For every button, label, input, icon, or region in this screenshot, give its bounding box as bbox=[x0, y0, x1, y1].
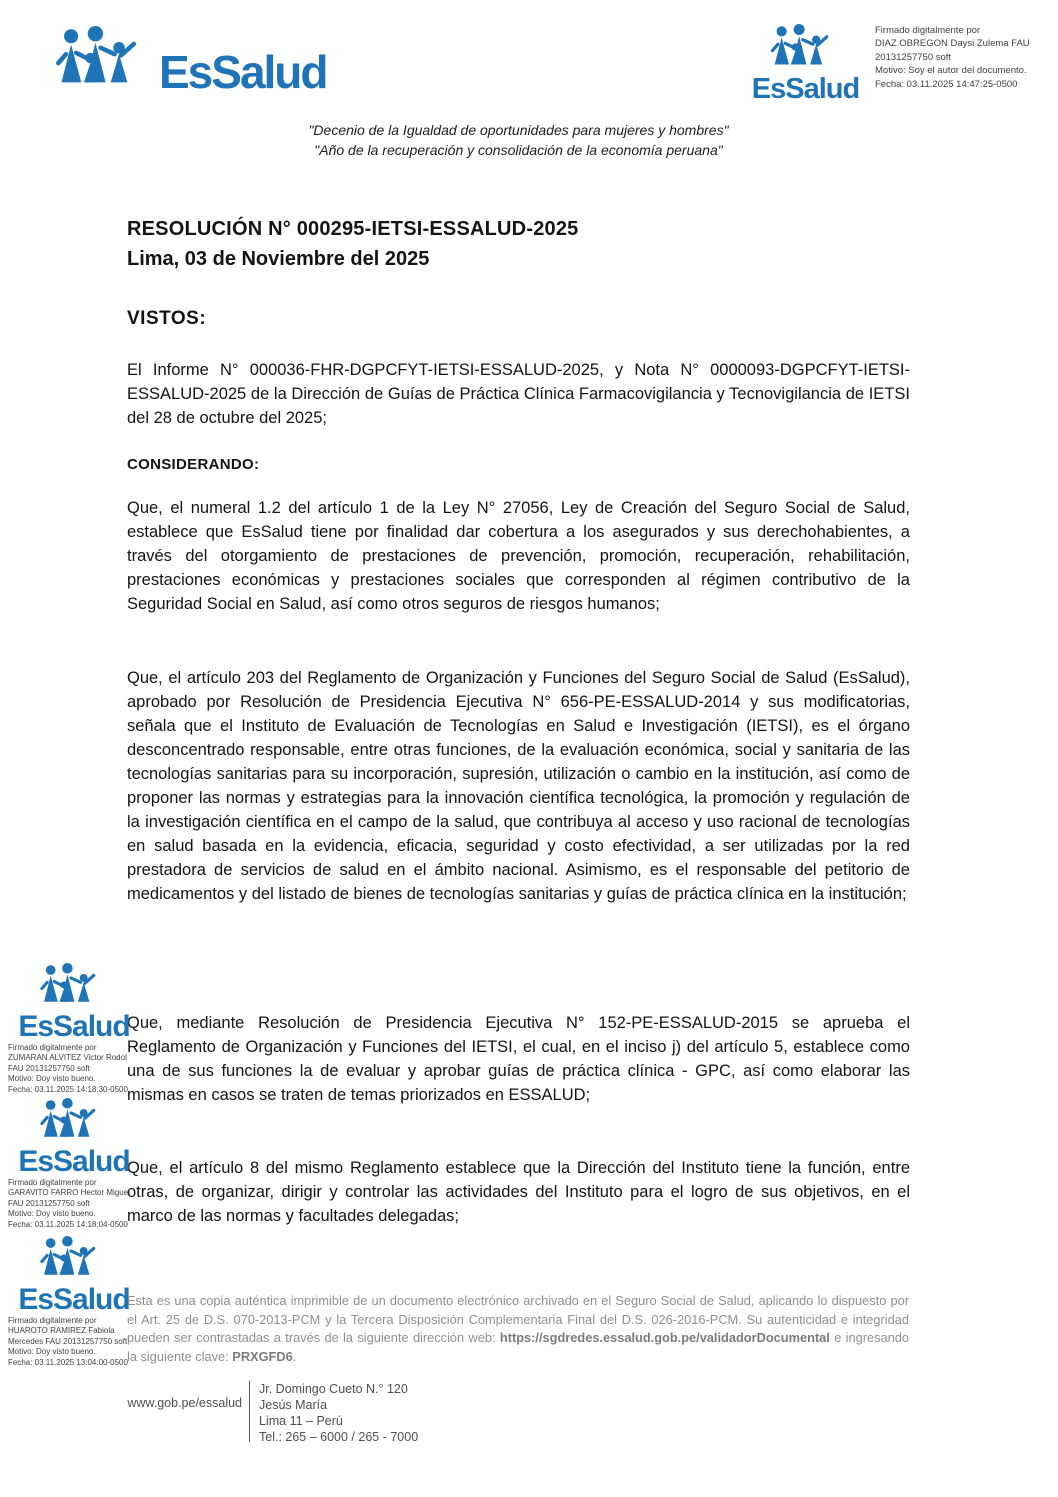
validation-key: PRXGFD6 bbox=[232, 1348, 293, 1364]
signature-line: HUAROTO RAMIREZ Fabiola bbox=[8, 1326, 115, 1336]
signature-line: Mercedes FAU 20131257750 soft bbox=[8, 1336, 128, 1346]
essalud-family-icon bbox=[40, 1098, 108, 1147]
signature-line: Motivo: Doy visto bueno. bbox=[8, 1209, 96, 1219]
signature-line: Fecha: 03.11.2025 14:18:04-0500 bbox=[8, 1219, 128, 1229]
resolution-title: RESOLUCIÓN N° 000295-IETSI-ESSALUD-2025 bbox=[127, 218, 579, 240]
signature-line: Firmado digitalmente por bbox=[8, 1178, 97, 1187]
legal-text-part3: . bbox=[292, 1348, 297, 1364]
address-block bbox=[259, 1381, 418, 1445]
signature-line: Fecha: 03.11.2025 14:18:30-0500 bbox=[8, 1084, 128, 1094]
essalud-logotype: EsSalud bbox=[18, 1145, 130, 1178]
quote-decenio: "Decenio de la Igualdad de oportunidades para mujeres y hombres" bbox=[308, 122, 729, 138]
legal-footer bbox=[127, 1292, 909, 1366]
considerando-paragraph-3: Que, mediante Resolución de Presidencia Ejecutiva N° 152-PE-ESSALUD-2015 se aprueba el Reglamento de Organización y Funciones del IETSI, el cual, en el inciso j) del artículo 5, establece como una de sus funciones la de evaluar y aprobar guías de práctica clínica - GPC, así como elaborar las mismas en casos se traten de temas priorizados en ESSALUD; bbox=[127, 1014, 910, 1104]
vistos-paragraph: El Informe N° 000036-FHR-DGPCFYT-IETSI-ESSALUD-2025, y Nota N° 0000093-DGPCFYT-IETSI-ESSALUD-2025 de la Dirección de Guías de Práctica Clínica Farmacovigilancia y Tecnovigilancia de IETSI del 28 de octubre del 2025; bbox=[127, 361, 910, 427]
considerando-paragraph-2: Que, el artículo 203 del Reglamento de Organización y Funciones del Seguro Social de Salud (EsSalud), aprobado por Resolución de Presidencia Ejecutiva N° 656-PE-ESSALUD-2014 y sus modificatorias, señala que el Instituto de Evaluación de Tecnologías en Salud e Investigación (IETSI), es el órgano desconcentrado responsable, entre otras funciones, de la evaluación económica, social y sanitaria de las tecnologías sanitarias para su incorporación, supresión, utilización o cambio en la institución, así como de proponer las normas y estrategias para la innovación científica tecnológica, la promoción y regulación de la investigación científica en el campo de la salud, que contribuya al acceso y uso racional de tecnologías en salud basada en la evidencia, eficacia, seguridad y costo efectividad, a ser utilizadas por la red prestadora de servicios de salud en el ámbito nacional. Asimismo, es el responsable del petitorio de medicamentos y del listado de bienes de tecnologías sanitarias y guías de práctica clínica en la institución; bbox=[127, 669, 910, 903]
digital-signature-vb3 bbox=[8, 1316, 140, 1368]
signature-line: FAU 20131257750 soft bbox=[8, 1198, 90, 1208]
signature-line: Firmado digitalmente por bbox=[875, 25, 981, 36]
signature-line: ZUMARAN ALVITEZ Victor Rodol bbox=[8, 1053, 127, 1063]
essalud-logo-stamp bbox=[8, 963, 140, 1042]
resolution-date: Lima, 03 de Noviembre del 2025 bbox=[127, 248, 430, 270]
signature-line: 20131257750 soft bbox=[875, 51, 952, 63]
margin-stamp-huaroto bbox=[8, 1236, 140, 1368]
address-line: Tel.: 265 – 6000 / 265 - 7000 bbox=[259, 1430, 419, 1444]
essalud-family-icon bbox=[55, 26, 155, 95]
essalud-logo-stamp bbox=[8, 1236, 140, 1315]
legal-text-part2: e ingresando la siguiente clave: bbox=[127, 1330, 909, 1364]
essalud-family-icon bbox=[40, 963, 108, 1012]
address-line: Jr. Domingo Cueto N.° 120 bbox=[259, 1382, 408, 1396]
header-quotes bbox=[127, 120, 910, 160]
vistos-heading: VISTOS: bbox=[127, 308, 207, 329]
considerando-paragraph-4: Que, el artículo 8 del mismo Reglamento establece que la Dirección del Instituto tiene la función, entre otras, de organizar, dirigir y controlar las actividades del Instituto para el logro de sus objetivos, en el marco de las normas y facultades delegadas; bbox=[127, 1159, 910, 1225]
essalud-logo-header bbox=[55, 26, 327, 99]
signature-line: Firmado digitalmente por bbox=[8, 1043, 97, 1052]
signature-line: Motivo: Soy el autor del documento. bbox=[875, 65, 1027, 77]
considerando-heading: CONSIDERANDO: bbox=[127, 456, 260, 473]
address-line: Jesús María bbox=[259, 1398, 328, 1412]
signature-line: FAU 20131257750 soft bbox=[8, 1063, 90, 1073]
signature-line: Motivo: Doy visto bueno. bbox=[8, 1347, 96, 1357]
footer-divider bbox=[249, 1381, 250, 1442]
essalud-family-icon bbox=[770, 24, 842, 75]
signature-line: Motivo: Doy visto bueno. bbox=[8, 1074, 96, 1084]
essalud-logo-stamp bbox=[8, 1098, 140, 1177]
signature-line: Fecha: 03.11.2025 14:47:25-0500 bbox=[875, 78, 1018, 90]
considerando-paragraph-1: Que, el numeral 1.2 del artículo 1 de la Ley N° 27056, Ley de Creación del Seguro Social de Salud, establece que EsSalud tiene por finalidad dar cobertura a los asegurados y sus derechohabientes, a través del otorgamiento de prestaciones de prevención, promoción, recuperación, rehabilitación, prestaciones económicas y prestaciones sociales que corresponden al régimen contributivo de la Seguridad Social en Salud, así como otros seguros de riesgos humanos; bbox=[127, 499, 910, 613]
legal-text-part1: Esta es una copia auténtica imprimible de un documento electrónico archivado en el Seguro Social de Salud, aplicando lo dispuesto por el Art. 25 de D.S. 070-2013-PCM y la Tercera Disposición Complementaria Final del D.S. 026-2016-PCM. Su autenticidad e integridad pueden ser contrastadas a través de la siguiente dirección web: bbox=[127, 1293, 909, 1346]
signature-line: Firmado digitalmente por bbox=[8, 1316, 97, 1325]
margin-stamp-zumaran bbox=[8, 963, 140, 1095]
quote-anio: "Año de la recuperación y consolidación de la economía peruana" bbox=[314, 142, 723, 158]
essalud-logotype: EsSalud bbox=[159, 46, 327, 99]
essalud-logotype: EsSalud bbox=[751, 73, 860, 105]
digital-signature-vb1 bbox=[8, 1043, 140, 1095]
validator-url: https://sgdredes.essalud.gob.pe/validadorDocumental bbox=[499, 1330, 830, 1346]
address-line: Lima 11 – Perú bbox=[259, 1414, 343, 1428]
margin-stamp-garavito bbox=[8, 1098, 140, 1230]
signature-line: Fecha: 03.11.2025 13:04:00-0500 bbox=[8, 1357, 128, 1367]
signature-line: GARAVITO FARRO Hector Miguel bbox=[8, 1188, 130, 1198]
digital-signature-author bbox=[875, 24, 1050, 91]
signature-line: DIAZ OBREGON Daysi Zulema FAU bbox=[875, 38, 1030, 50]
digital-signature-vb2 bbox=[8, 1178, 140, 1230]
essalud-logotype: EsSalud bbox=[18, 1010, 130, 1043]
website-url: www.gob.pe/essalud bbox=[127, 1396, 242, 1410]
essalud-family-icon bbox=[40, 1236, 108, 1285]
essalud-logotype: EsSalud bbox=[18, 1283, 130, 1316]
essalud-logo-signature bbox=[751, 24, 860, 105]
